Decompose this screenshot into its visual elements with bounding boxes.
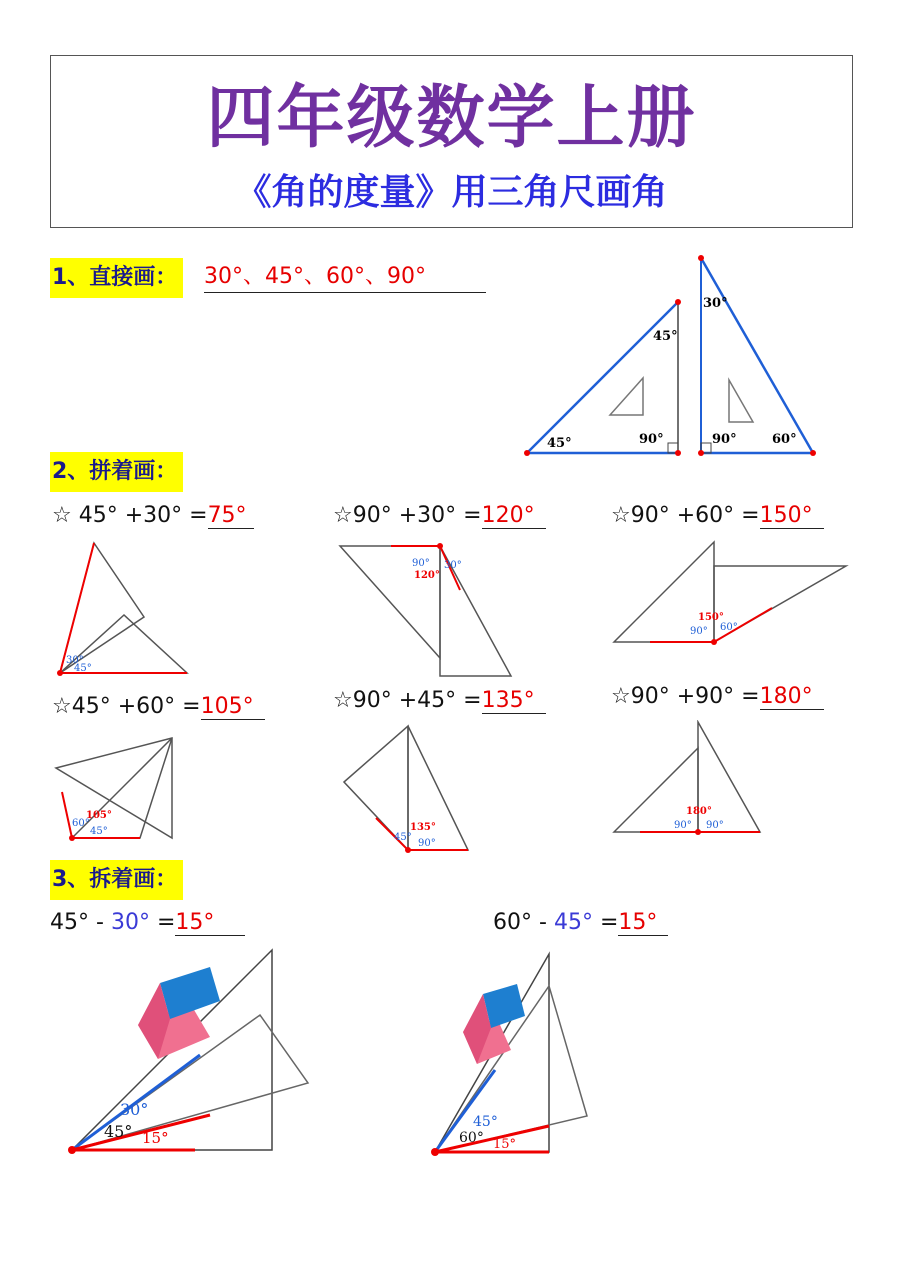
title-box <box>50 55 853 228</box>
svg-text:60°: 60° <box>459 1130 484 1146</box>
svg-text:30°: 30° <box>66 655 84 666</box>
s1-label-b: 45° <box>653 329 678 344</box>
fig-90-plus-60 <box>610 540 850 650</box>
s1-label-e: 90° <box>712 432 737 447</box>
s1-label-a: 45° <box>547 436 572 451</box>
section-1-answer: 30°、45°、60°、90° <box>204 262 486 293</box>
svg-text:150°: 150° <box>698 612 724 623</box>
fig-45-plus-60 <box>52 732 182 844</box>
svg-text:45°: 45° <box>104 1122 133 1141</box>
eq-105: ☆45° +60° =105° <box>52 694 265 720</box>
eq-45-minus-30: 45° - 30° =15° <box>50 910 245 936</box>
section-1-label: 1、直接画： <box>50 258 183 298</box>
svg-text:90°: 90° <box>418 838 436 849</box>
svg-text:90°: 90° <box>674 820 692 831</box>
s1-label-f: 60° <box>772 432 797 447</box>
fig-90-plus-90 <box>610 720 765 838</box>
eraser-icon <box>138 967 220 1059</box>
eq-150: ☆90° +60° =150° <box>611 503 824 529</box>
svg-text:90°: 90° <box>706 820 724 831</box>
svg-text:105°: 105° <box>86 810 112 821</box>
svg-text:45°: 45° <box>74 663 92 674</box>
svg-text:45°: 45° <box>394 832 412 843</box>
fig-90-plus-30 <box>336 540 516 680</box>
page-title: 四年级数学上册 <box>206 79 697 158</box>
fig-45-plus-30 <box>52 535 197 680</box>
section-1-triangles <box>515 250 825 465</box>
svg-text:45°: 45° <box>473 1114 498 1130</box>
svg-text:15°: 15° <box>142 1129 169 1147</box>
eq-180: ☆90° +90° =180° <box>611 684 824 710</box>
svg-text:30°: 30° <box>120 1100 149 1119</box>
s1-label-d: 30° <box>703 296 728 311</box>
eq-75: ☆ 45° +30° =75° <box>52 503 254 529</box>
svg-text:60°: 60° <box>720 622 738 633</box>
page-subtitle: 《角的度量》用三角尺画角 <box>235 172 668 213</box>
svg-text:135°: 135° <box>410 822 436 833</box>
fig-45-minus-30 <box>60 945 320 1160</box>
svg-text:15°: 15° <box>493 1137 517 1152</box>
svg-text:180°: 180° <box>686 806 712 817</box>
svg-text:45°: 45° <box>90 826 108 837</box>
svg-text:60°: 60° <box>72 818 90 829</box>
svg-text:30°: 30° <box>444 560 462 571</box>
s1-label-c: 90° <box>639 432 664 447</box>
fig-90-plus-45 <box>342 722 477 857</box>
eq-60-minus-45: 60° - 45° =15° <box>493 910 668 936</box>
eq-120: ☆90° +30° =120° <box>333 503 546 529</box>
section-2-label: 2、拼着画： <box>50 452 183 492</box>
eraser-icon <box>463 984 525 1064</box>
svg-text:90°: 90° <box>690 626 708 637</box>
section-3-label: 3、拆着画： <box>50 860 183 900</box>
set-square-30-icon <box>698 255 816 456</box>
fig-60-minus-45 <box>425 950 590 1160</box>
svg-text:120°: 120° <box>414 570 440 581</box>
svg-text:90°: 90° <box>412 558 430 569</box>
eq-135: ☆90° +45° =135° <box>333 688 546 714</box>
